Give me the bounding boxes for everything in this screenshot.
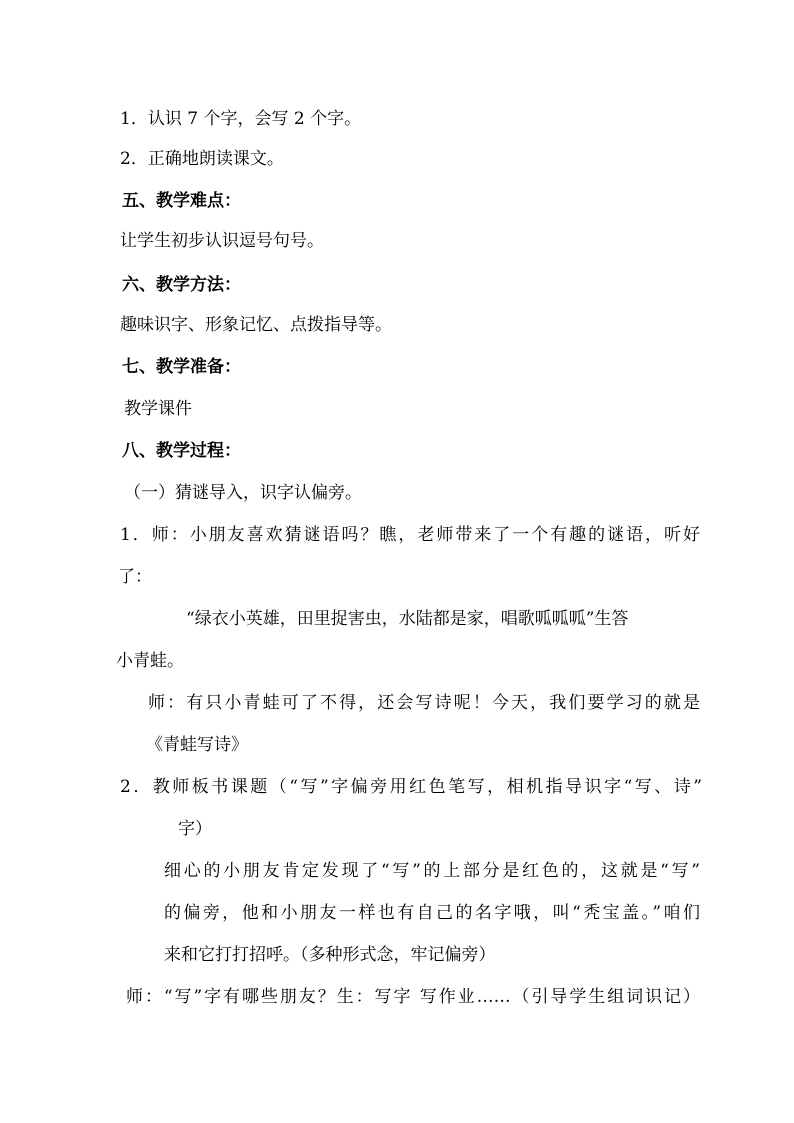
riddle-line-2: 小青蛙。 [116,651,184,671]
heading-teaching-process: 八、教学过程： [122,441,241,461]
heading-teaching-difficulty: 五、教学难点： [122,191,241,211]
teaching-preparation-text: 教学课件 [124,399,192,419]
step-1-paragraph-line-2: 了： [118,567,152,587]
word-friends-line: 师：“写”字有哪些朋友？生：写字 写作业……（引导学生组词识记） [126,987,700,1007]
objective-2: 2．正确地朗读课文。 [120,149,284,169]
step-2-line-1: 2．教师板书课题（“写”字偏旁用红色笔写，相机指导识字“写、诗” [120,777,702,797]
radical-paragraph-line-1: 细心的小朋友肯定发现了“写”的上部分是红色的，这就是“写” [164,861,700,881]
teaching-method-text: 趣味识字、形象记忆、点拨指导等。 [120,315,392,335]
section-one-title: （一）猜谜导入，识字认偏旁。 [124,483,362,503]
step-1-paragraph-line-1: 1．师：小朋友喜欢猜谜语吗？瞧，老师带来了一个有趣的谜语，听好 [120,525,700,545]
riddle-line-1: “绿衣小英雄，田里捉害虫，水陆都是家，唱歌呱呱呱”生答 [186,609,629,629]
teacher-line-2: 《青蛙写诗》 [146,735,248,755]
objective-1: 1．认识 7 个字，会写 2 个字。 [120,109,362,129]
heading-teaching-preparation: 七、教学准备： [122,357,241,377]
step-2-line-2: 字） [178,819,212,839]
radical-paragraph-line-2: 的偏旁，他和小朋友一样也有自己的名字哦，叫“秃宝盖。”咱们 [164,903,700,923]
radical-paragraph-line-3: 来和它打打招呼。（多种形式念，牢记偏旁） [164,945,496,965]
heading-teaching-method: 六、教学方法： [122,275,241,295]
teaching-difficulty-text: 让学生初步认识逗号句号。 [120,231,324,251]
teacher-line-1: 师：有只小青蛙可了不得，还会写诗呢！今天，我们要学习的就是 [148,693,700,713]
